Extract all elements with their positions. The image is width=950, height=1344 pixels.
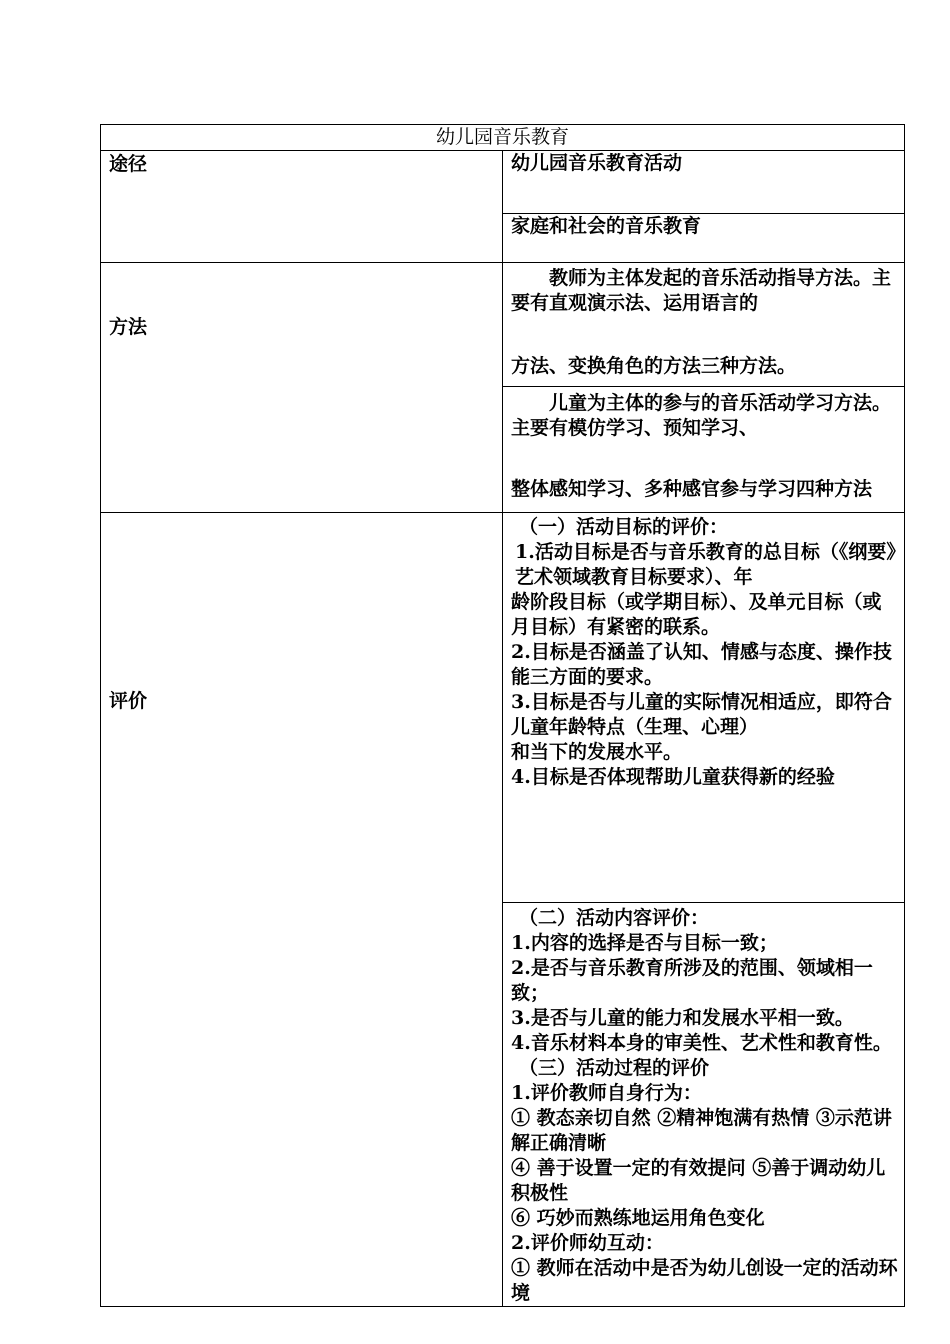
method-child-line2: 整体感知学习、多种感官参与学习四种方法 [511,478,873,500]
evaluation-label: 评价 [101,513,503,1307]
method-item-child [503,387,905,513]
goals-heading: （一）活动目标的评价： [519,516,729,538]
process-heading: （三）活动过程的评价 [519,1057,710,1079]
process-line-5: 2.评价师幼互动： [511,1232,664,1254]
process-line-2: ① 教态亲切自然 ②精神饱满有热情 ③示范讲解正确清晰 [511,1107,892,1154]
content-line-3: 3.是否与儿童的能力和发展水平相一致。 [511,1007,854,1029]
goals-line-6: 4.目标是否体现帮助儿童获得新的经验 [511,766,835,788]
process-line-4: ⑥ 巧妙而熟练地运用角色变化 [511,1207,765,1229]
evaluation-goals-section [503,513,905,903]
process-line-1: 1.评价教师自身行为： [511,1082,702,1104]
goals-line-4: 3.目标是否与儿童的实际情况相适应，即符合儿童年龄特点（生理、心理） [511,691,892,738]
content-line-4: 4.音乐材料本身的审美性、艺术性和教育性。 [511,1032,892,1054]
method-teacher-line1: 教师为主体发起的音乐活动指导方法。主要有直观演示法、运用语言的 [511,267,892,314]
process-line-6: ① 教师在活动中是否为幼儿创设一定的活动环境 [511,1257,898,1304]
table-title: 幼儿园音乐教育 [101,125,905,151]
method-teacher-line2: 方法、变换角色的方法三种方法。 [511,355,797,377]
method-child-line1: 儿童为主体的参与的音乐活动学习方法。主要有模仿学习、预知学习、 [511,392,892,439]
process-line-3: ④ 善于设置一定的有效提问 ⑤善于调动幼儿积极性 [511,1157,886,1204]
approach-item-kindergarten: 幼儿园音乐教育活动 [503,151,905,214]
goals-line-5: 和当下的发展水平。 [511,741,683,763]
goals-line-1: 1.活动目标是否与音乐教育的总目标（《纲要》艺术领域教育目标要求）、年 [515,541,896,588]
content-line-1: 1.内容的选择是否与目标一致； [511,932,778,954]
content-heading: （二）活动内容评价： [519,907,710,929]
evaluation-table [100,124,905,1307]
content-line-2: 2.是否与音乐教育所涉及的范围、领域相一致； [511,957,873,1004]
evaluation-content-section [503,903,905,1307]
approach-label: 途径 [101,151,503,263]
goals-line-3: 2.目标是否涵盖了认知、情感与态度、操作技能三方面的要求。 [511,641,892,688]
method-item-teacher [503,263,905,387]
goals-line-2: 龄阶段目标（或学期目标）、及单元目标（或月目标）有紧密的联系。 [511,591,882,638]
method-label: 方法 [101,263,503,513]
approach-item-family-society: 家庭和社会的音乐教育 [503,214,905,263]
